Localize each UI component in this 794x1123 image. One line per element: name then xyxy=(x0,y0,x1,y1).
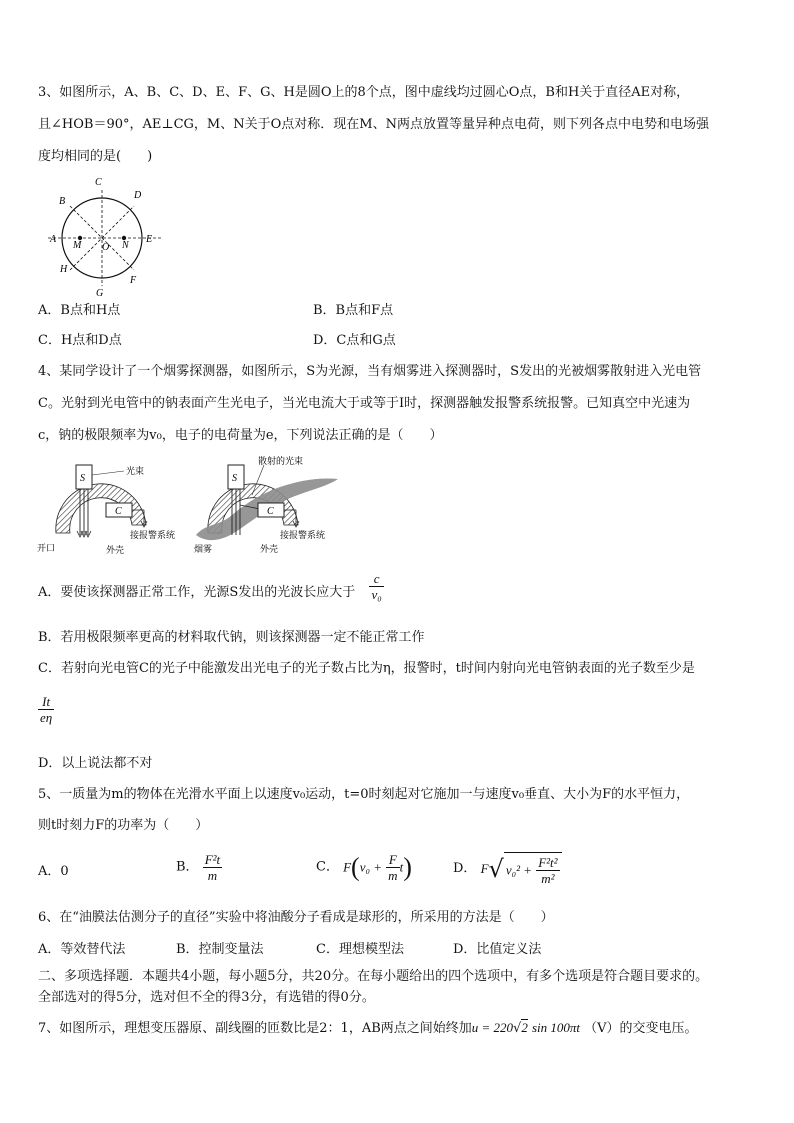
q3-line-1: 3、如图所示，A、B、C、D、E、F、G、H是圆O上的8个点，图中虚线均过圆心O点，B和H关于直径AE对称， xyxy=(38,85,690,100)
q7-line-1-end: （V）的交变电压。 xyxy=(584,1021,698,1036)
q4-line-1: 4、某同学设计了一个烟雾探测器，如图所示，S为光源，当有烟雾进入探测器时，S发出的光被烟雾散射进入光电管 xyxy=(38,364,702,379)
label-h: H xyxy=(60,264,68,275)
time-t: t xyxy=(399,859,404,875)
q4-option-c: C．若射向光电管C的光子中能激发出光电子的光子数占比为η，报警时，t时间内射向光电管钠表面的光子数至少是 xyxy=(38,661,695,676)
sqrt-sign: √ xyxy=(513,1021,522,1036)
q5-option-c xyxy=(316,852,412,883)
q3-option-c: C．H点和D点 xyxy=(38,333,122,348)
beam-leader xyxy=(92,471,124,475)
label-n: N xyxy=(122,240,129,251)
q5-option-b xyxy=(176,852,222,883)
label-o: O xyxy=(102,242,110,253)
label-g: G xyxy=(96,288,104,299)
section2-line-2: 全部选对的得5分，选对但不全的得3分，有选错的得0分。 xyxy=(38,990,375,1005)
q4-option-b: B．若用极限频率更高的材料取代钠，则该探测器一定不能正常工作 xyxy=(38,630,425,645)
q3-option-a: A．B点和H点 xyxy=(38,303,121,318)
label-shell: 外壳 xyxy=(106,545,125,555)
formula-rhs: sin 100πt xyxy=(531,1020,581,1035)
label-c: C xyxy=(95,177,102,188)
v0-plus: v₀ + xyxy=(359,859,383,875)
q7-line-1 xyxy=(38,1020,698,1037)
detector-figure-right xyxy=(188,455,348,560)
q6-option-d: D．比值定义法 xyxy=(453,942,542,957)
q3-option-d: D．C点和G点 xyxy=(313,333,396,348)
q5-line-1: 5、一质量为m的物体在光滑水平面上以速度v₀运动，t=0时刻起对它施加一与速度v₀垂直、大小为F的水平恒力， xyxy=(38,787,690,802)
fraction-f2t-over-m xyxy=(203,852,222,883)
fraction-denominator: m² xyxy=(536,870,559,886)
v0-squared-plus: v₀² + xyxy=(505,862,533,878)
fraction-c-over-v0 xyxy=(369,571,383,602)
label-b: B xyxy=(59,196,66,207)
fraction-denominator: m xyxy=(388,868,398,883)
fraction-denominator: eη xyxy=(40,710,53,725)
force-f: F xyxy=(343,859,352,875)
section2-line-1: 二、多项选择题．本题共4小题，每小题5分，共20分。在每小题给出的四个选项中，有多个选项是符合题目要求的。 xyxy=(38,969,709,984)
fraction-denominator: m xyxy=(203,867,222,883)
sqrt-radicand xyxy=(504,852,562,886)
fraction-numerator: F²t² xyxy=(538,855,558,870)
left-paren: ( xyxy=(351,852,360,882)
label-d: D xyxy=(134,190,142,201)
q5-option-d-label: D． xyxy=(453,861,477,876)
formula-lhs: u = 220 xyxy=(471,1020,514,1035)
q5-option-a: A．0 xyxy=(38,864,69,879)
force-f: F xyxy=(480,861,489,876)
label-opening: 开口 xyxy=(37,543,56,553)
fraction-it-over-eeta xyxy=(38,694,54,725)
right-paren: ) xyxy=(403,852,412,882)
q3-option-b: B．B点和F点 xyxy=(313,303,394,318)
label-alarm: 接报警系统 xyxy=(130,530,176,540)
fraction-numerator: F xyxy=(388,852,397,867)
q3-line-2: 且∠HOB＝90°，AE⊥CG，M、N关于O点对称．现在M、N两点放置等量异种点电荷，则下列各点中电势和电场强 xyxy=(38,117,709,132)
q4-line-3: c，钠的极限频率为v₀，电子的电荷量为e，下列说法正确的是（ ） xyxy=(38,428,443,443)
label-s: S xyxy=(80,473,85,484)
label-c: C xyxy=(267,506,274,517)
q3-line-3: 度均相同的是( ) xyxy=(38,149,153,164)
fraction-f-over-m xyxy=(386,852,399,883)
formula-sqrt: 2 xyxy=(521,1020,528,1035)
sqrt-sign: √ xyxy=(488,855,504,883)
label-shell: 外壳 xyxy=(260,544,279,554)
label-f: F xyxy=(130,275,137,286)
fraction-numerator: F²t xyxy=(204,852,221,867)
q6-option-a: A．等效替代法 xyxy=(38,942,126,957)
q7-line-1-text: 7、如图所示，理想变压器原、副线圈的匝数比是2：1，AB两点之间始终加 xyxy=(38,1021,472,1036)
label-a: A xyxy=(50,234,57,245)
q5-line-2: 则t时刻力F的功率为（ ） xyxy=(38,818,209,833)
q4-option-c-fraction xyxy=(38,694,54,725)
q5-option-c-label: C． xyxy=(316,859,339,875)
label-alarm: 接报警系统 xyxy=(280,530,326,540)
detector-figure-left xyxy=(36,455,186,560)
label-scattered: 散射的光束 xyxy=(258,456,304,466)
q4-option-d: D．以上说法都不对 xyxy=(38,756,153,771)
q6-option-c: C．理想模型法 xyxy=(316,942,404,957)
fraction-numerator: It xyxy=(42,694,51,709)
q5-option-d xyxy=(453,852,562,886)
label-smoke: 烟雾 xyxy=(194,544,213,554)
circle-diagram xyxy=(40,172,170,302)
q6-option-b: B．控制变量法 xyxy=(176,942,264,957)
q5-option-b-label: B． xyxy=(176,859,199,875)
q4-option-a-text: A．要使该探测器正常工作，光源S发出的光波长应大于 xyxy=(38,585,356,600)
label-s: S xyxy=(232,473,237,484)
q4-line-2: C。光射到光电管中的钠表面产生光电子，当光电流大于或等于I时，探测器触发报警系统报警。已知真空中光速为 xyxy=(38,396,691,411)
label-m: M xyxy=(73,240,82,251)
fraction-denominator: v₀ xyxy=(371,587,382,602)
q6-line-1: 6、在“油膜法估测分子的直径”实验中将油酸分子看成是球形的，所采用的方法是（ ） xyxy=(38,910,554,925)
label-beam: 光束 xyxy=(126,466,145,476)
fraction-numerator: c xyxy=(373,571,380,586)
fraction-f2t2-over-m2 xyxy=(536,855,559,886)
label-e: E xyxy=(146,234,153,245)
label-c: C xyxy=(115,506,122,517)
q4-option-a xyxy=(38,571,384,602)
